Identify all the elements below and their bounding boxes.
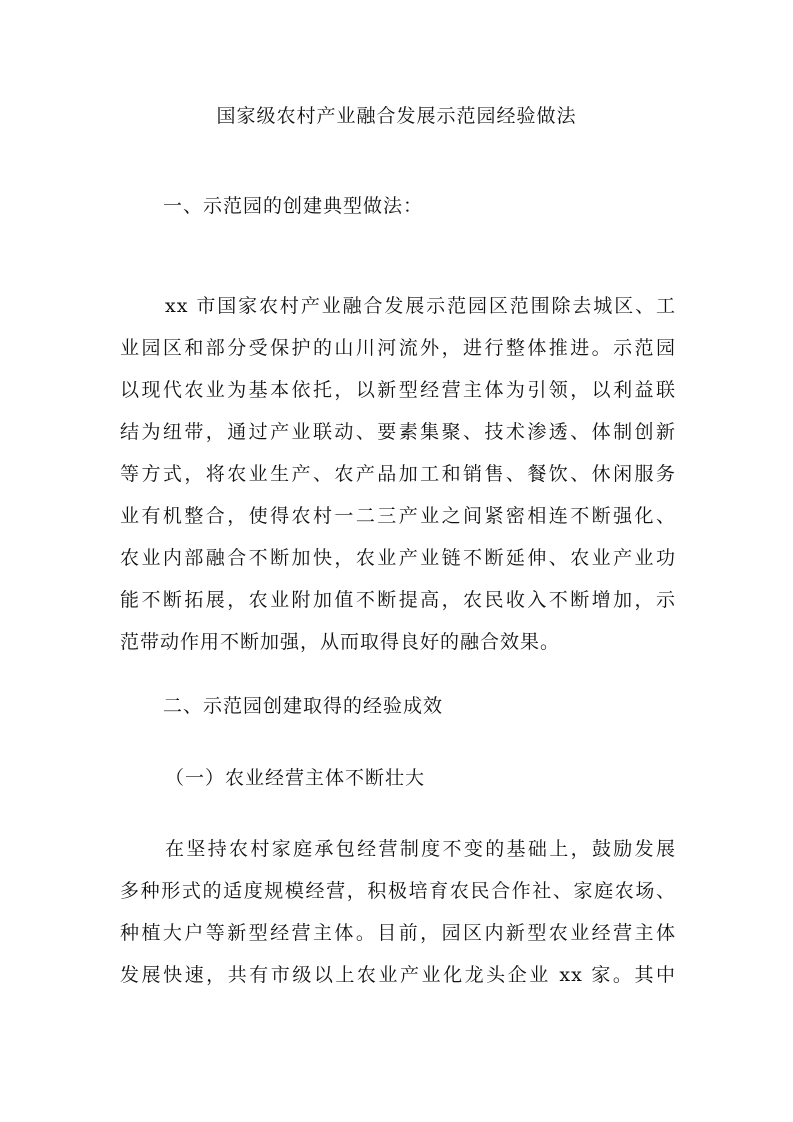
section-1-heading: 一、示范园的创建典型做法：: [163, 195, 424, 217]
section-2-subheading: （一）农业经营主体不断壮大: [165, 767, 426, 789]
paragraph-line: 结为纽带，通过产业联动、要素集聚、技术渗透、体制创新: [120, 421, 676, 443]
paragraph-line: 农业内部融合不断加快，农业产业链不断延伸、农业产业功: [120, 547, 676, 569]
paragraph-line: 以现代农业为基本依托，以新型经营主体为引领，以利益联: [120, 379, 676, 401]
paragraph-line: 在坚持农村家庭承包经营制度不变的基础上，鼓励发展: [165, 838, 676, 860]
section-2-paragraph: [120, 828, 676, 996]
paragraph-line: 种植大户等新型经营主体。目前，园区内新型农业经营主体: [120, 922, 676, 944]
section-1-paragraph: [120, 285, 676, 663]
paragraph-line: 业有机整合，使得农村一二三产业之间紧密相连不断强化、: [120, 505, 676, 527]
document-title: 国家级农村产业融合发展示范园经验做法: [216, 105, 577, 127]
paragraph-line: 范带动作用不断加强，从而取得良好的融合效果。: [120, 631, 561, 653]
paragraph-line: 业园区和部分受保护的山川河流外，进行整体推进。示范园: [120, 337, 676, 359]
section-2-heading: 二、示范园创建取得的经验成效: [163, 695, 444, 717]
paragraph-line: 发展快速，共有市级以上农业产业化龙头企业 xx 家。其中: [120, 964, 676, 986]
paragraph-line: 等方式，将农业生产、农产品加工和销售、餐饮、休闲服务: [120, 463, 676, 485]
paragraph-line: 能不断拓展，农业附加值不断提高，农民收入不断增加，示: [120, 589, 676, 611]
paragraph-line: xx 市国家农村产业融合发展示范园区范围除去城区、工: [165, 295, 676, 317]
paragraph-line: 多种形式的适度规模经营，积极培育农民合作社、家庭农场、: [120, 880, 676, 902]
